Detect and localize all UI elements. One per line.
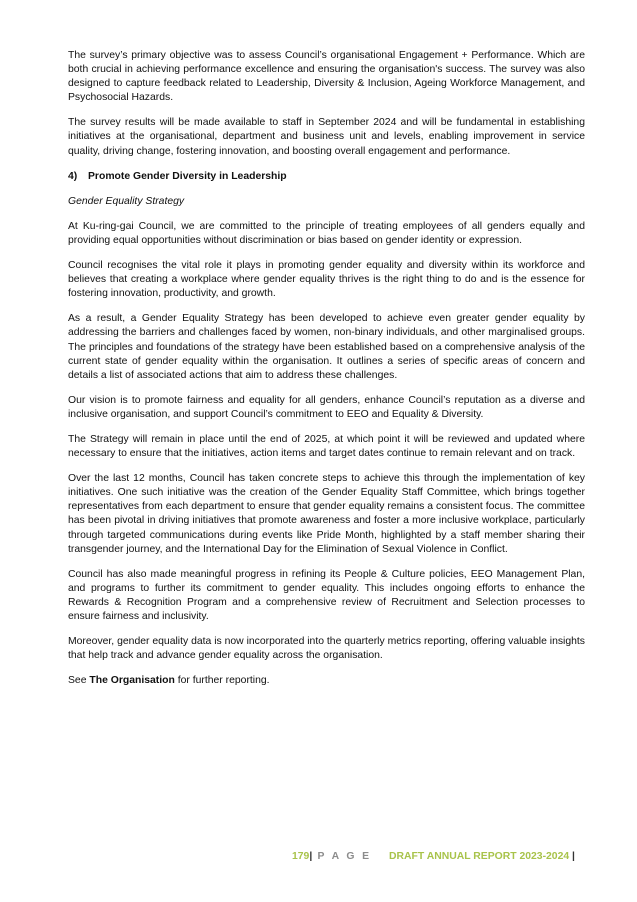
see-also-prefix: See <box>68 675 90 687</box>
section-title: Promote Gender Diversity in Leadership <box>88 170 287 182</box>
paragraph-strategy-developed: As a result, a Gender Equality Strategy has been developed to achieve even greater gender equality by addressing the barriers and challenges faced by women, non-binary individuals, and other marginalised groups. The principles and foundations of the strategy have been established based on a comprehensive analysis of the current state of gender equality within the organisation. It outlines a series of specific areas of concern and details a list of associated actions that aim to address these challenges. <box>68 313 585 381</box>
page-footer <box>0 851 637 867</box>
paragraph-commitment: At Ku-ring-gai Council, we are committed to the principle of treating employees of all genders equally and providing equal opportunities without discrimination or bias based on gender identity or expression. <box>68 220 585 246</box>
section-number: 4) <box>68 170 78 182</box>
paragraph-survey-results: The survey results will be made available to staff in September 2024 and will be fundamental in establishing initiatives at the organisational, department and business unit and levels, enabling improvement in service quality, driving change, fostering innovation, and boosting overall engagement and performance. <box>68 117 585 157</box>
section-heading <box>68 170 585 184</box>
footer-page-word: P A G E <box>312 851 372 862</box>
paragraph-vital-role: Council recognises the vital role it plays in promoting gender equality and diversity within its workforce and believes that creating a workplace where gender equality thrives is the right thing to do and is the essence for fostering innovation, productivity, and growth. <box>68 260 585 300</box>
paragraph-strategy-timeline: The Strategy will remain in place until the end of 2025, at which point it will be reviewed and updated where necessary to ensure that the initiatives, action items and target dates continue to remain relevant and on track. <box>68 433 585 460</box>
see-also-line <box>68 674 585 688</box>
see-also-link[interactable]: The Organisation <box>89 675 175 687</box>
paragraph-survey-objective: The survey’s primary objective was to assess Council’s organisational Engagement + Performance. Which are both crucial in achieving performance excellence and ensuring the organisation's success. The survey was also designed to capture feedback related to Leadership, Diversity & Inclusion, Ageing Workforce Management, and Psychosocial Hazards. <box>68 50 585 104</box>
paragraph-metrics-reporting: Moreover, gender equality data is now incorporated into the quarterly metrics reporting, offering valuable insights that help track and advance gender equality across the organisation. <box>68 636 585 662</box>
footer-report-label <box>389 851 575 862</box>
document-page <box>68 49 585 699</box>
paragraph-initiatives: Over the last 12 months, Council has taken concrete steps to achieve this through the implementation of key initiatives. One such initiative was the creation of the Gender Equality Staff Committee, which brings together representatives from each department to ensure that gender equality remains a consistent focus. The committee has been pivotal in driving initiatives that promote awareness and foster a more inclusive workplace, particularly through targeted communications during events like Pride Month, highlighted by a staff member sharing their transgender journey, and the International Day for the Elimination of Sexual Violence in Conflict. <box>68 473 585 555</box>
see-also-suffix: for further reporting. <box>174 675 270 687</box>
footer-end-bar: | <box>569 851 575 862</box>
subheading-gender-equality-strategy: Gender Equality Strategy <box>68 195 185 207</box>
footer-separator: | <box>309 851 313 862</box>
paragraph-policies-progress: Council has also made meaningful progress in refining its People & Culture policies, EEO Management Plan, and programs to further its commitment to gender equality. This includes ongoing efforts to enhance the Rewards & Recognition Program and a comprehensive review of Recruitment and Selection processes to ensure fairness and inclusivity. <box>68 568 585 622</box>
paragraph-vision: Our vision is to promote fairness and equality for all genders, enhance Council’s reputation as a diverse and inclusive organisation, and support Council’s commitment to EEO and Equality & Diversity. <box>68 394 585 420</box>
footer-report-title: DRAFT ANNUAL REPORT 2023-2024 <box>389 851 570 862</box>
footer-page-label <box>292 851 372 862</box>
footer-page-number: 179 <box>292 851 310 862</box>
